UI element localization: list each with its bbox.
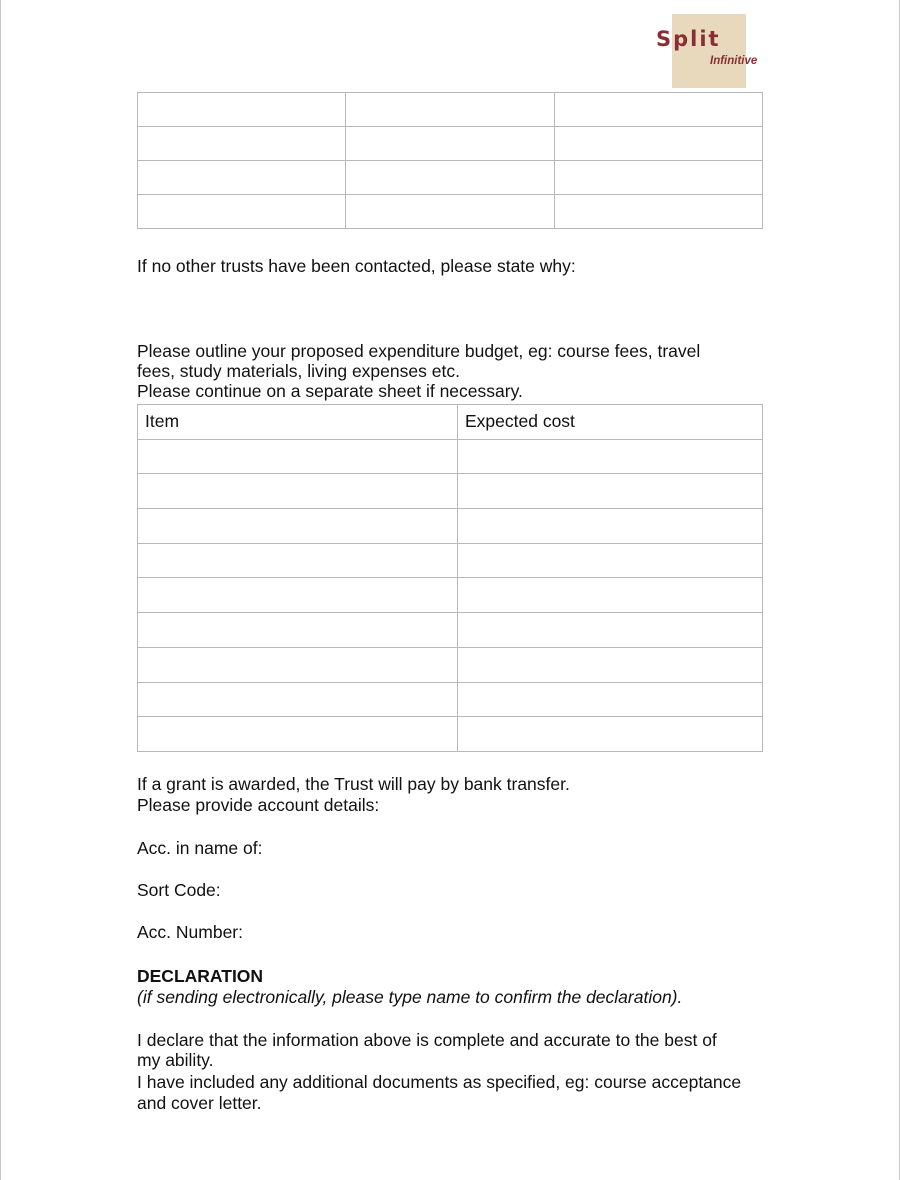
logo-word: Split [656, 27, 721, 51]
table-cell[interactable] [554, 161, 762, 195]
table-cell[interactable] [346, 161, 554, 195]
item-cell[interactable] [138, 647, 458, 682]
budget-intro-line2: fees, study materials, living expenses etc. [137, 361, 460, 381]
table-cell[interactable] [138, 161, 346, 195]
table-header-row [138, 405, 763, 440]
column-header-cost: Expected cost [458, 405, 763, 440]
column-header-item: Item [138, 405, 458, 440]
cost-cell[interactable] [458, 474, 763, 509]
table-row [138, 578, 763, 613]
page-edge [0, 0, 1, 1180]
table-row [138, 647, 763, 682]
cost-cell[interactable] [458, 509, 763, 544]
logo-badge [672, 14, 746, 88]
cost-cell[interactable] [458, 578, 763, 613]
declaration-para1-line1: I declare that the information above is complete and accurate to the best of [137, 1030, 717, 1050]
table-row [138, 474, 763, 509]
trusts-table [137, 92, 763, 229]
table-row [138, 509, 763, 544]
item-cell[interactable] [138, 613, 458, 648]
cost-cell[interactable] [458, 647, 763, 682]
declaration-heading: DECLARATION [137, 966, 264, 986]
table-cell[interactable] [554, 195, 762, 229]
table-cell[interactable] [346, 195, 554, 229]
item-cell[interactable] [138, 578, 458, 613]
sort-code-label: Sort Code: [137, 880, 221, 900]
table-cell[interactable] [346, 93, 554, 127]
declaration-para2-line2: and cover letter. [137, 1093, 262, 1113]
item-cell[interactable] [138, 439, 458, 474]
logo-subtitle: Infinitive [710, 55, 758, 67]
budget-intro-line3: Please continue on a separate sheet if necessary. [137, 381, 523, 401]
table-cell[interactable] [346, 127, 554, 161]
cost-cell[interactable] [458, 439, 763, 474]
acc-name-label: Acc. in name of: [137, 838, 263, 858]
cost-cell[interactable] [458, 613, 763, 648]
table-row [138, 682, 763, 717]
declaration-note: (if sending electronically, please type name to confirm the declaration). [137, 987, 683, 1007]
declaration-para2-line1: I have included any additional documents as specified, eg: course acceptance [137, 1072, 742, 1092]
declaration-para1-line2: my ability. [137, 1050, 214, 1070]
table-row [138, 543, 763, 578]
table-row [138, 127, 763, 161]
table-cell[interactable] [554, 127, 762, 161]
table-cell[interactable] [554, 93, 762, 127]
acc-number-label: Acc. Number: [137, 922, 243, 942]
table-row [138, 161, 763, 195]
item-cell[interactable] [138, 543, 458, 578]
budget-table [137, 404, 763, 752]
item-cell[interactable] [138, 509, 458, 544]
table-row [138, 93, 763, 127]
bank-line1: If a grant is awarded, the Trust will pay by bank transfer. [137, 774, 570, 794]
cost-cell[interactable] [458, 717, 763, 752]
no-trusts-prompt: If no other trusts have been contacted, please state why: [137, 256, 576, 276]
cost-cell[interactable] [458, 543, 763, 578]
item-cell[interactable] [138, 682, 458, 717]
table-row [138, 613, 763, 648]
table-cell[interactable] [138, 195, 346, 229]
table-row [138, 195, 763, 229]
table-cell[interactable] [138, 93, 346, 127]
cost-cell[interactable] [458, 682, 763, 717]
table-cell[interactable] [138, 127, 346, 161]
table-row [138, 717, 763, 752]
item-cell[interactable] [138, 474, 458, 509]
table-row [138, 439, 763, 474]
bank-line2: Please provide account details: [137, 795, 380, 815]
budget-intro-line1: Please outline your proposed expenditure budget, eg: course fees, travel [137, 341, 701, 361]
item-cell[interactable] [138, 717, 458, 752]
